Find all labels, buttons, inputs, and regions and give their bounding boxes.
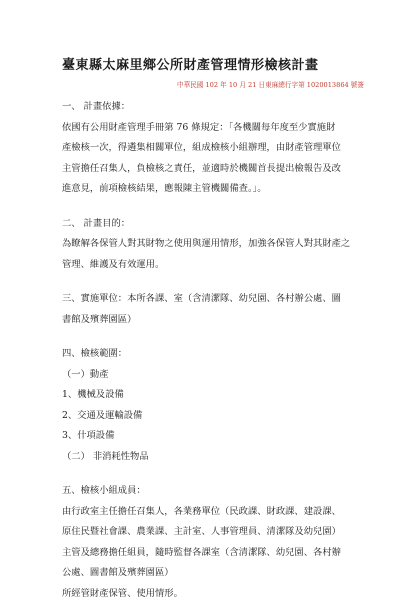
section-scope-item: 1、機械及設備 <box>62 385 364 406</box>
section-scope-item: （二） 非消耗性物品 <box>62 447 364 468</box>
section-members-line: 公處、圖書館及殯葬園區） <box>62 563 364 584</box>
section-basis-line: 主管擔任召集人，負檢核之責任，並適時於機關首長提出檢報告及改 <box>62 159 364 180</box>
section-purpose-heading: 二、 計畫目的： <box>62 214 364 235</box>
section-basis-heading: 一、 計畫依據： <box>62 97 364 118</box>
section-members-line: 由行政室主任擔任召集人，各業務單位（民政課、財政課、建設課、 <box>62 502 364 523</box>
section-scope-heading: 四、檢核範圍： <box>62 344 364 365</box>
section-purpose-line: 管理、維護及有效運用。 <box>62 255 364 276</box>
section-scope-item: （一）動產 <box>62 365 364 386</box>
section-members-line: 主管及總務擔任組員，隨時監督各課室（含清潔隊、幼兒園、各村辦 <box>62 543 364 564</box>
section-members-line: 所經管財產保管、使用情形。 <box>62 584 364 604</box>
spacer <box>62 330 364 344</box>
spacer <box>62 200 364 214</box>
section-basis-line: 進意見，前項檢核結果，應報陳主管機關備查。」。 <box>62 179 364 200</box>
section-basis-line: 依國有公用財產管理手冊第 76 條規定：「各機關每年度至少實施財 <box>62 118 364 139</box>
spacer <box>62 275 364 289</box>
document-title: 臺東縣太麻里鄉公所財產管理情形檢核計畫 <box>62 54 364 73</box>
section-units-line: 三、實施單位：本所各課、室（含清潔隊、幼兒園、各村辦公處、圖 <box>62 289 364 310</box>
section-scope-item: 2、交通及運輸設備 <box>62 406 364 427</box>
section-scope-item: 3、什項設備 <box>62 426 364 447</box>
section-members-line: 原住民暨社會課、農業課、主計室、人事管理員、清潔隊及幼兒園） <box>62 522 364 543</box>
section-members-heading: 五、檢核小組成員： <box>62 481 364 502</box>
section-purpose-line: 為瞭解各保管人對其財物之使用與運用情形，加強各保管人對其財產之 <box>62 234 364 255</box>
section-basis-line: 產檢核一次，得遴集相關單位，組成檢核小組辦理，由財產管理單位 <box>62 138 364 159</box>
spacer <box>62 467 364 481</box>
reference-number: 中華民國 102 年 10 月 21 日東麻總行字第 1020013864 號簽 <box>62 79 364 89</box>
section-units-line: 書館及殯葬園區） <box>62 310 364 331</box>
